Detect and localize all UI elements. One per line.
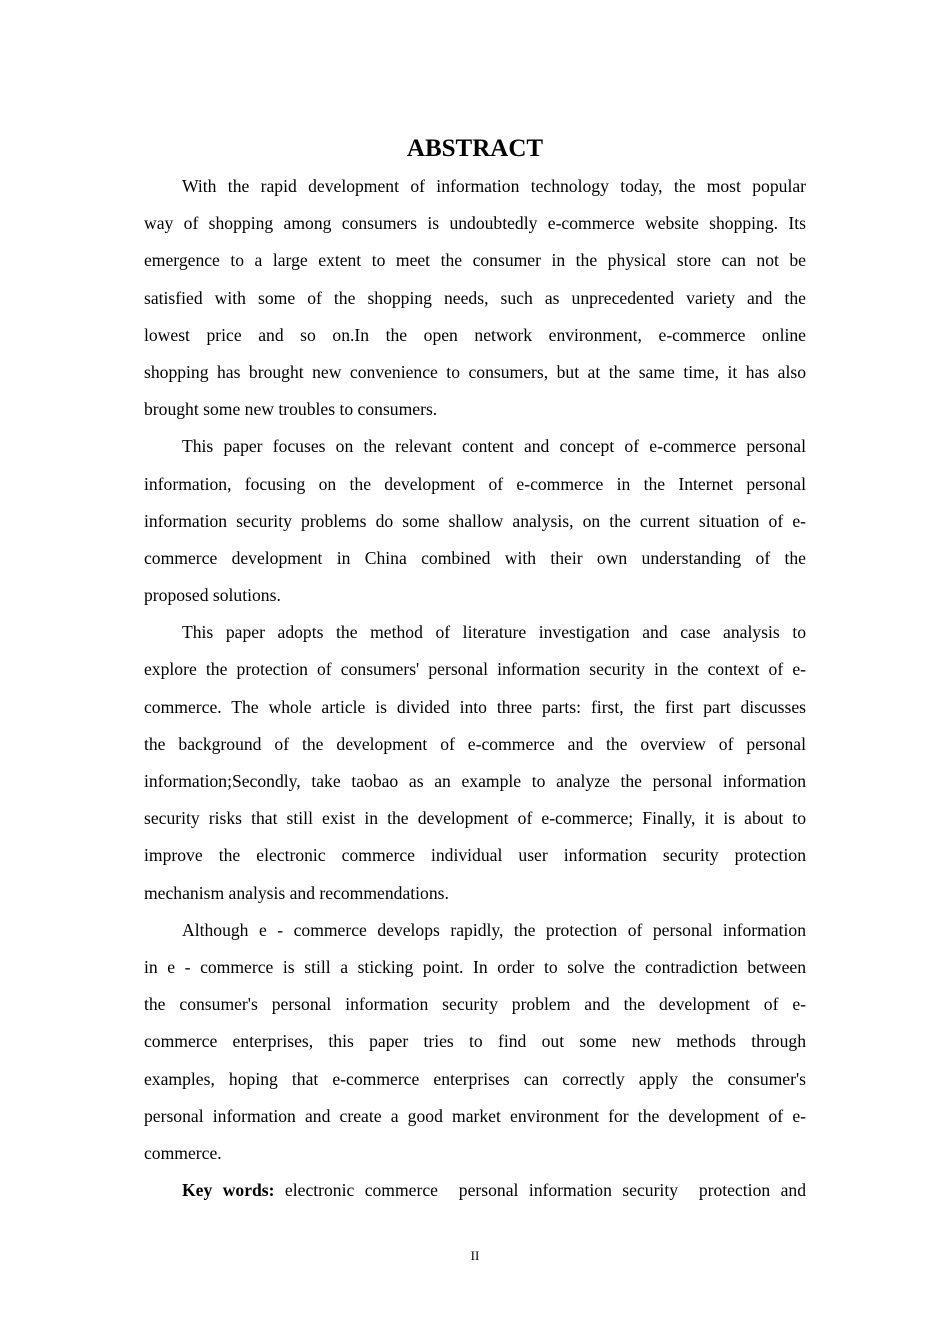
- paragraph-line: commerce.: [144, 1142, 222, 1163]
- paragraph-line: information, focusing on the development of e-commerce in the Internet personal: [144, 473, 806, 494]
- paragraph-line: This paper adopts the method of literature investigation and case analysis to: [182, 622, 806, 643]
- keywords-text: electronic commerce personal information security protection and: [274, 1180, 806, 1201]
- paragraph-line: Although e - commerce develops rapidly, the protection of personal information: [182, 919, 806, 940]
- paragraph-line: commerce enterprises, this paper tries to find out some new methods through: [144, 1031, 806, 1052]
- paragraph-line: commerce. The whole article is divided into three parts: first, the first part discusses: [144, 696, 806, 717]
- paragraph-line: mechanism analysis and recommendations.: [144, 882, 449, 903]
- paragraph-line: way of shopping among consumers is undoubtedly e-commerce website shopping. Its: [144, 213, 806, 234]
- paragraph-line: proposed solutions.: [144, 585, 281, 606]
- paragraph-line: examples, hoping that e-commerce enterprises can correctly apply the consumer's: [144, 1068, 806, 1089]
- page-number: II: [470, 1248, 480, 1263]
- keywords-line: [144, 1172, 806, 1209]
- paragraph-line: information security problems do some shallow analysis, on the current situation of e-: [144, 510, 806, 531]
- paragraph-line: brought some new troubles to consumers.: [144, 399, 438, 420]
- paragraph-line: the consumer's personal information security problem and the development of e-: [144, 994, 806, 1015]
- paragraph-line: in e - commerce is still a sticking point. In order to solve the contradiction between: [144, 956, 806, 977]
- paragraph-line: security risks that still exist in the development of e-commerce; Finally, it is about to: [144, 808, 806, 829]
- paragraph-line: information;Secondly, take taobao as an example to analyze the personal information: [144, 771, 806, 791]
- paragraph-line: improve the electronic commerce individual user information security protection: [144, 845, 806, 866]
- page-title: ABSTRACT: [406, 135, 544, 162]
- paragraph-line: explore the protection of consumers' personal information security in the context of e-: [144, 659, 806, 680]
- paragraph-line: shopping has brought new convenience to consumers, but at the same time, it has also: [144, 361, 806, 382]
- paragraph-line: the background of the development of e-commerce and the overview of personal: [144, 733, 806, 754]
- paragraph-line: personal information and create a good market environment for the development of e-: [144, 1105, 806, 1126]
- paragraph-line: emergence to a large extent to meet the consumer in the physical store can not be: [144, 250, 806, 271]
- abstract-body: [144, 168, 806, 1209]
- paragraph-line: commerce development in China combined with their own understanding of the: [144, 547, 806, 568]
- paragraph-line: satisfied with some of the shopping needs, such as unprecedented variety and the: [144, 287, 806, 308]
- paragraph-line: With the rapid development of information technology today, the most popular: [182, 176, 806, 196]
- paragraph-line: This paper focuses on the relevant content and concept of e-commerce personal: [182, 436, 806, 457]
- keywords-label: Key words:: [182, 1180, 275, 1201]
- paragraph-line: lowest price and so on.In the open network environment, e-commerce online: [144, 324, 806, 345]
